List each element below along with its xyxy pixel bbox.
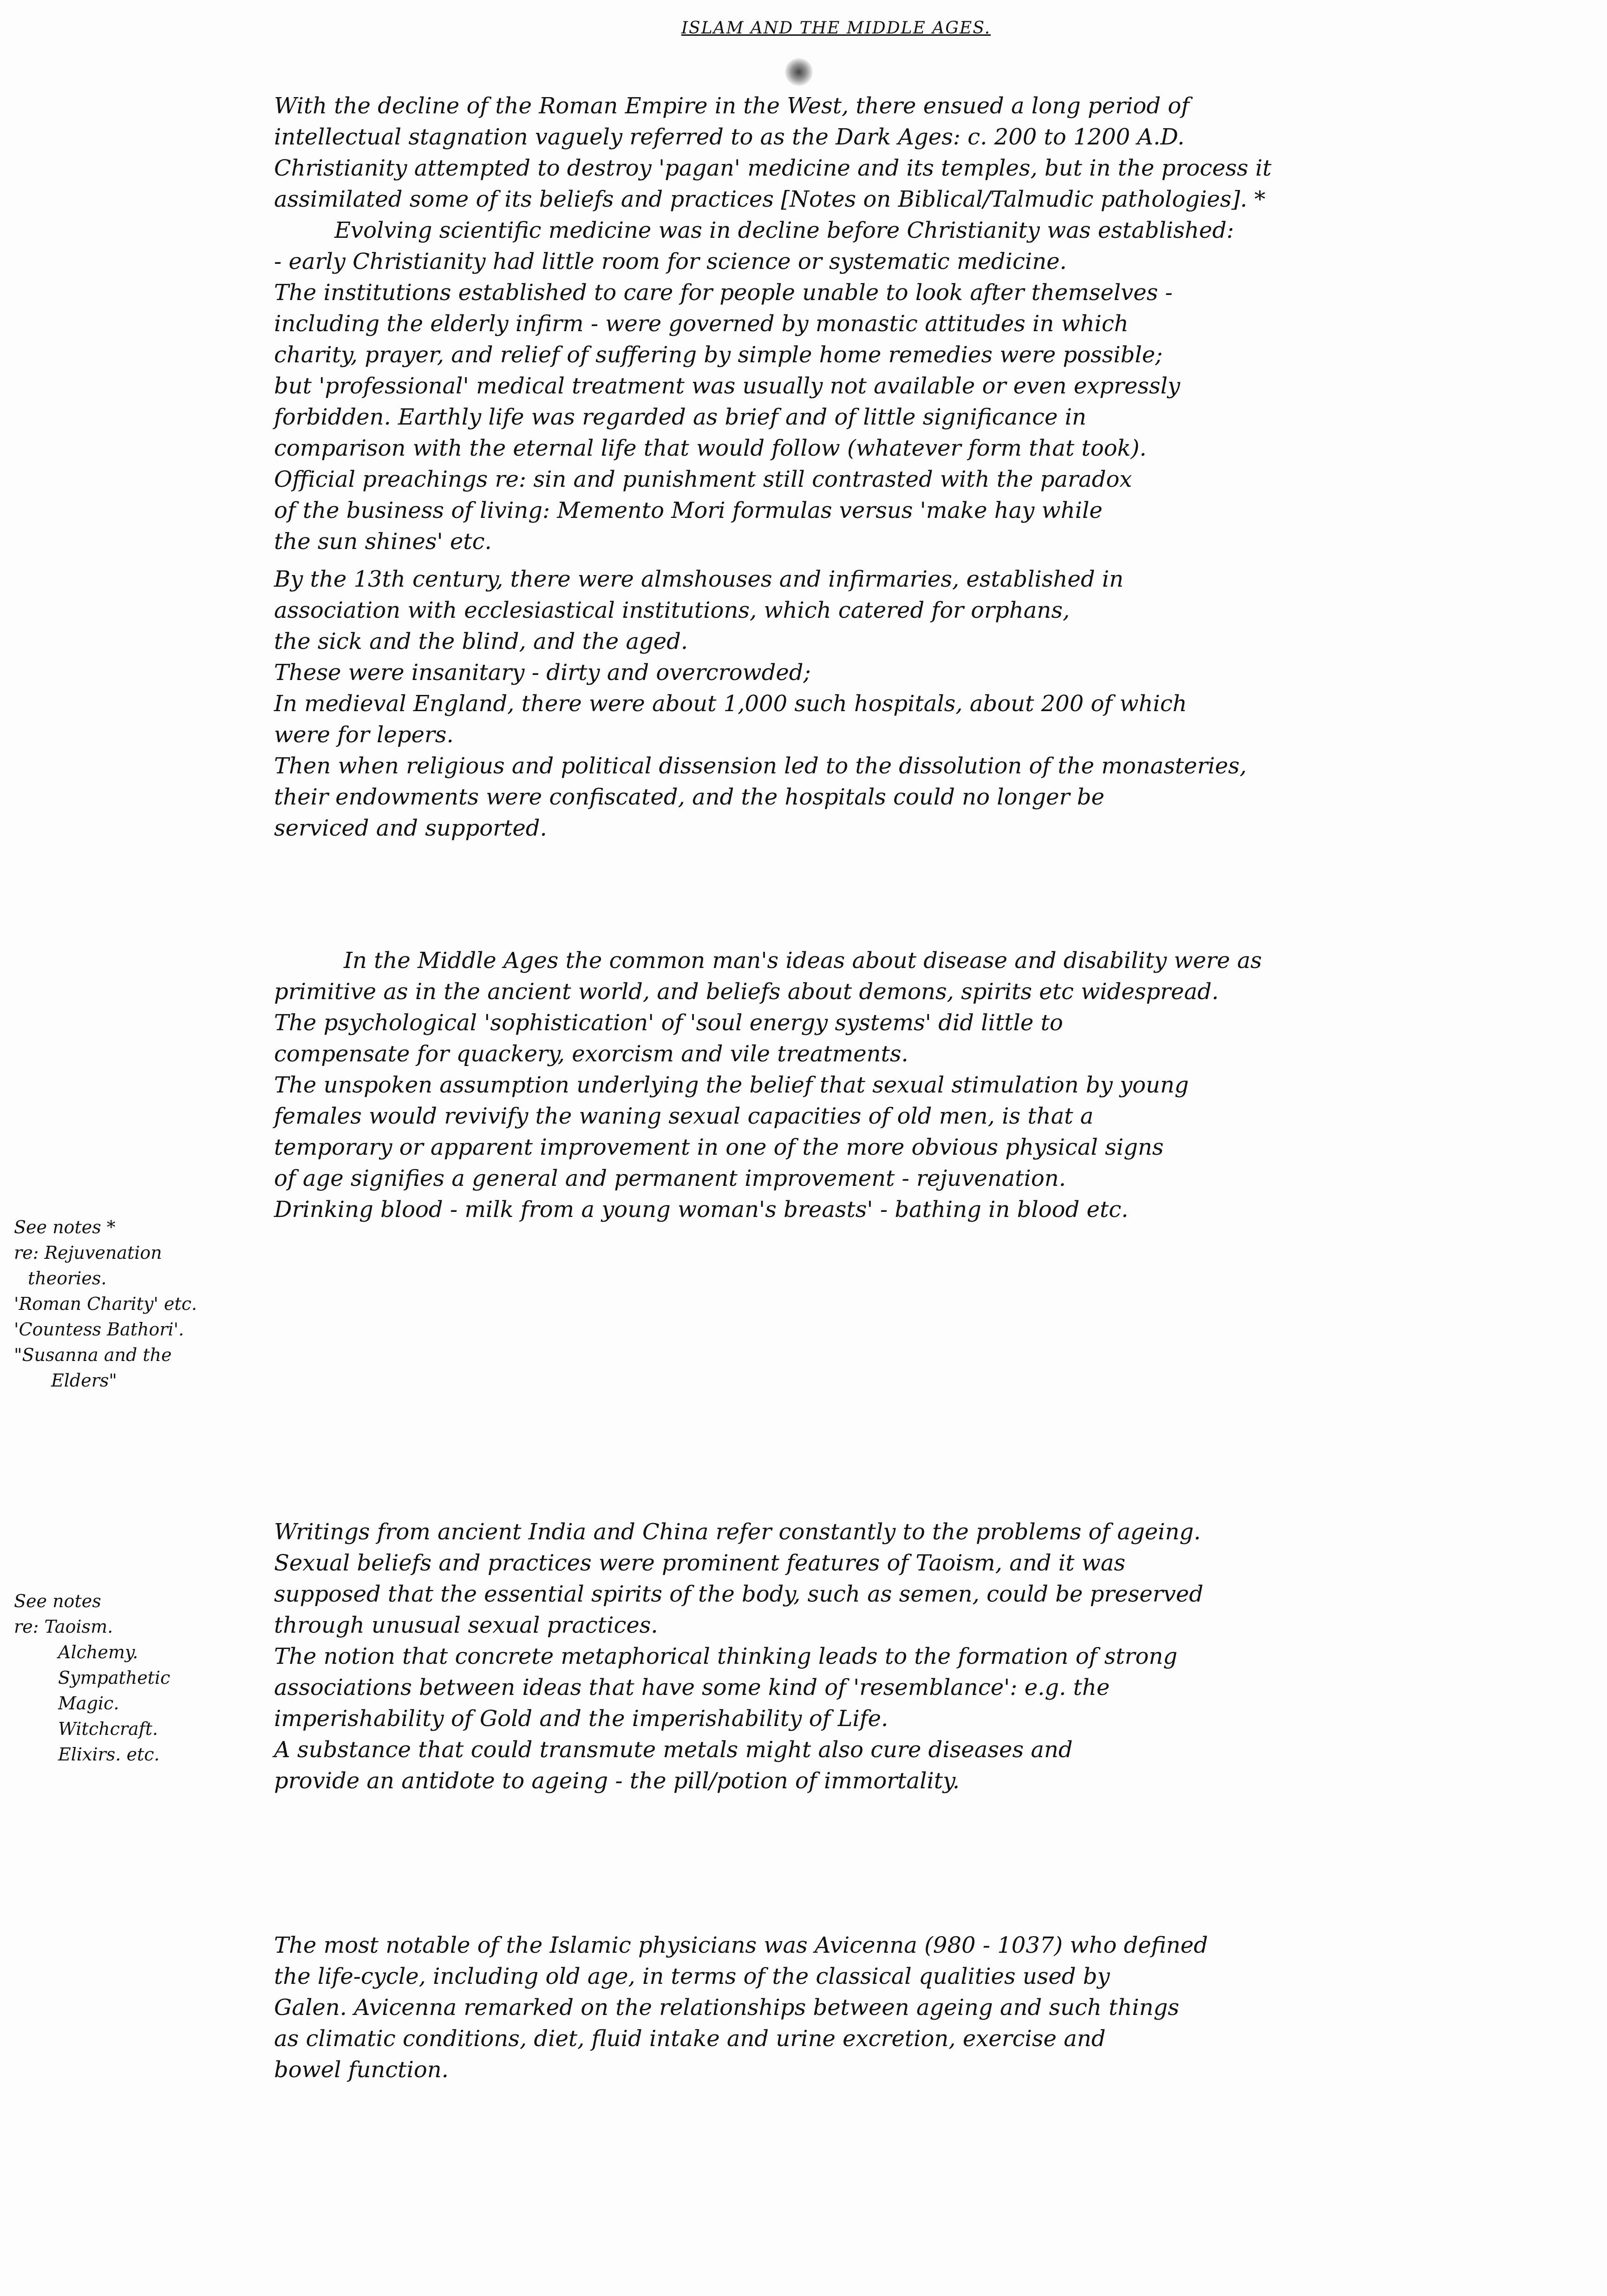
text-line: imperishability of Gold and the imperishability of Life. [274,1706,888,1732]
text-line: including the elderly infirm - were governed by monastic attitudes in which [274,311,1129,337]
ink-smudge [785,58,813,86]
text-line: The notion that concrete metaphorical thinking leads to the formation of strong [274,1643,1178,1669]
text-line: association with ecclesiastical institutions, which catered for orphans, [274,597,1070,623]
margin-note-line: See notes [14,1591,101,1611]
text-line: females would revivify the waning sexual capacities of old men, is that a [274,1103,1094,1129]
margin-note-taoism [14,1589,255,1767]
text-line: In medieval England, there were about 1,000 such hospitals, about 200 of which [274,691,1187,717]
text-line: compensate for quackery, exorcism and vile treatments. [274,1041,908,1067]
text-line: assimilated some of its beliefs and practices [Notes on Biblical/Talmudic pathologies]. * [274,186,1266,212]
text-line: the sick and the blind, and the aged. [274,628,688,654]
text-line: their endowments were confiscated, and the hospitals could no longer be [274,784,1104,810]
text-line: forbidden. Earthly life was regarded as brief and of little significance in [274,404,1086,430]
text-line: intellectual stagnation vaguely referred to as the Dark Ages: c. 200 to 1200 A.D. [274,124,1185,150]
margin-note-line: Alchemy. [58,1642,138,1662]
margin-note-line: 'Roman Charity' etc. [14,1294,197,1314]
text-line: through unusual sexual practices. [274,1612,658,1638]
text-line: In the Middle Ages the common man's ideas about disease and disability were as [344,948,1262,974]
text-line: With the decline of the Roman Empire in the West, there ensued a long period of [274,93,1189,119]
text-line: but 'professional' medical treatment was usually not available or even expressly [274,373,1181,399]
paragraph-block-middle-ages [274,945,1574,1225]
text-line: associations between ideas that have some kind of 'resemblance': e.g. the [274,1675,1110,1701]
paragraph-block-taoism [274,1517,1574,1797]
text-line: Galen. Avicenna remarked on the relationships between ageing and such things [274,1995,1179,2021]
text-line: comparison with the eternal life that would follow (whatever form that took). [274,435,1147,461]
text-line: The most notable of the Islamic physicians was Avicenna (980 - 1037) who defined [274,1932,1208,1958]
text-line: temporary or apparent improvement in one of the more obvious physical signs [274,1134,1164,1160]
margin-note-line: re: Rejuvenation [14,1243,162,1263]
text-line: were for lepers. [274,722,454,748]
text-line: - early Christianity had little room for science or systematic medicine. [274,249,1067,275]
text-line: bowel function. [274,2057,449,2083]
text-line: the sun shines' etc. [274,529,492,555]
margin-note-line: Witchcraft. [58,1719,158,1739]
page-title: ISLAM AND THE MIDDLE AGES. [681,19,991,38]
text-line: of the business of living: Memento Mori formulas versus 'make hay while [274,497,1103,523]
text-line: Then when religious and political dissension led to the dissolution of the monasteries, [274,753,1247,779]
margin-note-line: See notes * [14,1217,116,1237]
text-line: The psychological 'sophistication' of 'soul energy systems' did little to [274,1010,1063,1036]
margin-note-line: Sympathetic [58,1668,170,1688]
margin-note-line: "Susanna and the [14,1345,172,1365]
text-line: The institutions established to care for people unable to look after themselves - [274,280,1173,306]
text-line: Sexual beliefs and practices were prominent features of Taoism, and it was [274,1550,1125,1576]
margin-note-line: 'Countess Bathori'. [14,1319,184,1340]
text-line: A substance that could transmute metals might also cure diseases and [274,1737,1073,1763]
paragraph-block-decline [274,91,1574,844]
paragraph-block-avicenna [274,1930,1574,2086]
text-line: Writings from ancient India and China refer constantly to the problems of ageing. [274,1519,1201,1545]
text-line: supposed that the essential spirits of the body, such as semen, could be preserved [274,1581,1203,1607]
text-line: By the 13th century, there were almshouses and infirmaries, established in [274,566,1124,592]
text-line: These were insanitary - dirty and overcrowded; [274,660,811,686]
margin-note-line: theories. [28,1268,107,1289]
margin-note-line: Elders" [51,1370,117,1391]
margin-note-rejuvenation [14,1215,255,1393]
margin-note-line: Elixirs. etc. [58,1744,160,1765]
text-line: provide an antidote to ageing - the pill/potion of immortality. [274,1768,960,1794]
margin-note-line: Magic. [58,1693,119,1714]
text-line: Evolving scientific medicine was in decline before Christianity was established: [334,217,1234,243]
text-line: The unspoken assumption underlying the belief that sexual stimulation by young [274,1072,1189,1098]
text-line: serviced and supported. [274,815,547,841]
text-line: Drinking blood - milk from a young woman's breasts' - bathing in blood etc. [274,1197,1129,1223]
text-line: primitive as in the ancient world, and beliefs about demons, spirits etc widespread. [274,979,1219,1005]
text-line: Official preachings re: sin and punishment still contrasted with the paradox [274,466,1132,492]
margin-note-line: re: Taoism. [14,1616,113,1637]
text-line: as climatic conditions, diet, fluid intake and urine excretion, exercise and [274,2026,1106,2052]
text-line: of age signifies a general and permanent improvement - rejuvenation. [274,1165,1066,1191]
text-line: the life-cycle, including old age, in terms of the classical qualities used by [274,1963,1110,1989]
text-line: Christianity attempted to destroy 'pagan' medicine and its temples, but in the process it [274,155,1272,181]
text-line: charity, prayer, and relief of suffering by simple home remedies were possible; [274,342,1163,368]
